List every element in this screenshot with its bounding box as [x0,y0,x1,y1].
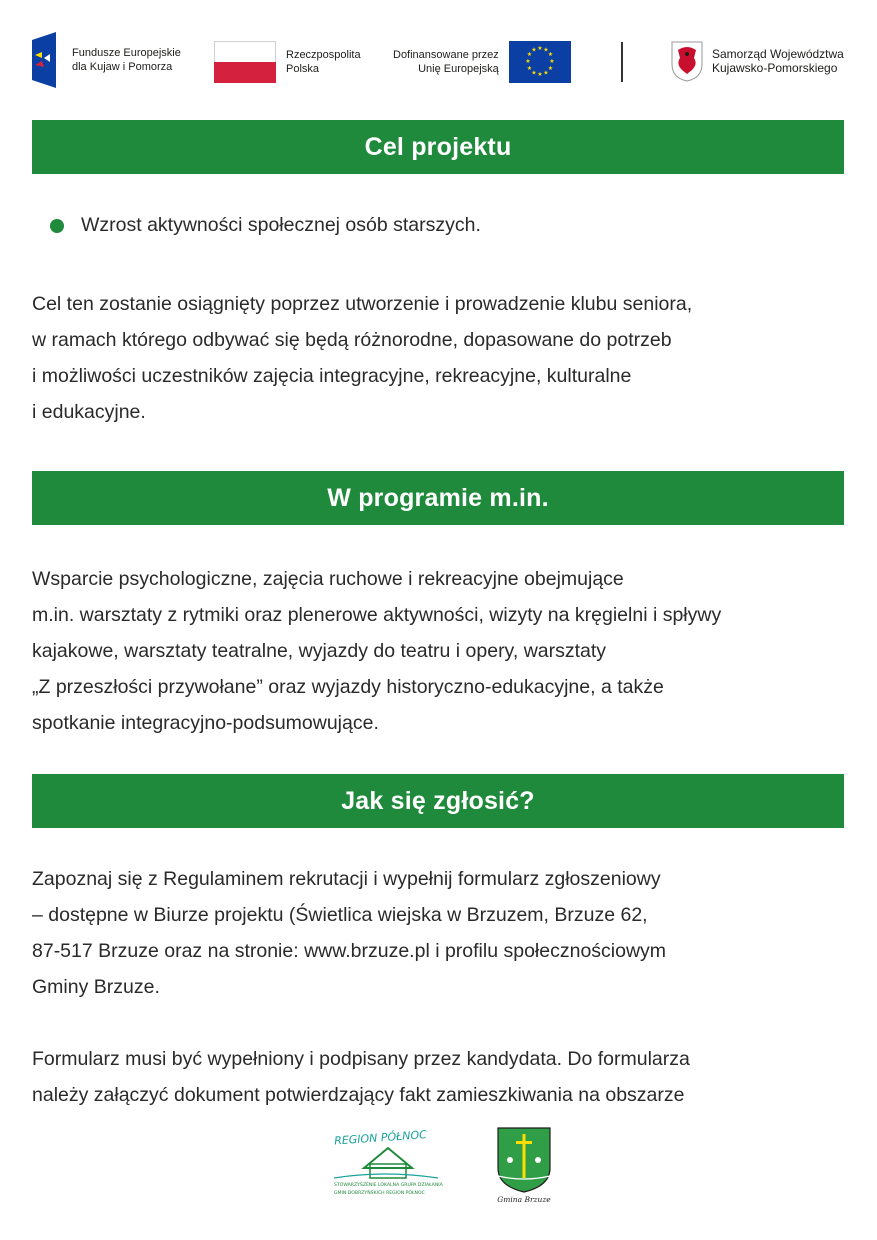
coat-of-arms-icon [670,40,704,82]
polish-flag-icon [214,41,276,83]
formularz-paragraph [32,1041,844,1113]
samorzad-logo-line1: Samorząd Województwa [712,47,844,61]
svg-text:★: ★ [549,58,555,65]
svg-text:★: ★ [525,58,531,65]
svg-text:★: ★ [537,71,543,78]
svg-text:★: ★ [526,51,532,58]
cel-line: w ramach którego odbywać się będą różnorodne, dopasowane do potrzeb [32,329,672,351]
zglos-line: Zapoznaj się z Regulaminem rekrutacji i wypełnij formularz zgłoszeniowy [32,868,661,890]
svg-text:★: ★ [531,69,537,77]
header-logo-bar [32,30,845,92]
region-polnoc-logo [334,1128,444,1196]
logo-divider [621,42,623,82]
samorzad-logo [670,40,844,82]
footer-logo-bar [330,1124,560,1204]
program-line: spotkanie integracyjno-podsumowujące. [32,712,379,734]
fe-logo-line2: dla Kujaw i Pomorza [72,61,173,73]
rp-logo [214,41,361,83]
zglos-line: Gminy Brzuze. [32,976,160,998]
svg-text:★: ★ [526,65,532,72]
bullet-dot-icon [50,219,64,233]
cel-paragraph [32,286,844,430]
formularz-line: należy załączyć dokument potwierdzający fakt zamieszkiwania na obszarze [32,1084,685,1106]
cel-line: i edukacyjne. [32,401,146,423]
gmina-logo-label: Gmina Brzuze [497,1195,551,1204]
program-line: „Z przeszłości przywołane” oraz wyjazdy historyczno-edukacyjne, a także [32,676,664,698]
svg-text:★: ★ [547,65,553,72]
svg-text:★: ★ [547,51,553,58]
svg-text:★: ★ [531,46,537,54]
section-title-zglos: Jak się zgłosić? [32,774,844,828]
section-title-program: W programie m.in. [32,471,844,525]
fe-logo-line1: Fundusze Europejskie [72,47,181,59]
program-paragraph [32,561,844,741]
fe-emblem-icon [32,32,62,88]
samorzad-logo-line2: Kujawsko-Pomorskiego [712,61,838,75]
program-line: Wsparcie psychologiczne, zajęcia ruchowe i rekreacyjne obejmujące [32,568,624,590]
program-line: m.in. warsztaty z rytmiki oraz plenerowe aktywności, wizyty na kręgielni i spływy [32,604,722,626]
cel-line: Cel ten zostanie osiągnięty poprzez utworzenie i prowadzenie klubu seniora, [32,293,693,315]
rp-logo-line1: Rzeczpospolita [286,49,361,61]
fe-logo [32,32,181,88]
formularz-line: Formularz musi być wypełniony i podpisany przez kandydata. Do formularza [32,1048,690,1070]
bullet-text: Wzrost aktywności społecznej osób starszych. [81,214,481,236]
cel-line: i możliwości uczestników zajęcia integracyjne, rekreacyjne, kulturalne [32,365,632,387]
ue-logo-line1: Dofinansowane przez [393,49,499,61]
eu-flag-icon [509,41,571,83]
bullet-item [50,214,481,237]
region-logo-line2: GMIN DOBRZYŃSKICH REGION PÓŁNOC [334,1191,425,1196]
footer-logos-svg [330,1124,560,1204]
svg-text:★: ★ [543,46,549,54]
region-logo-line1: STOWARZYSZENIE LOKALNA GRUPA DZIAŁANIA [334,1183,443,1188]
svg-text:★: ★ [537,45,543,52]
ue-logo [393,41,571,83]
zglos-line: – dostępne w Biurze projektu (Świetlica wiejska w Brzuzem, Brzuze 62, [32,904,648,926]
section-title-cel: Cel projektu [32,120,844,174]
svg-text:★: ★ [543,69,549,77]
program-line: kajakowe, warsztaty teatralne, wyjazdy do teatru i opery, warsztaty [32,640,607,662]
ue-logo-line2: Unię Europejską [418,63,499,75]
zglos-line: 87-517 Brzuze oraz na stronie: www.brzuze.pl i profilu społecznościowym [32,940,667,962]
rp-logo-line2: Polska [286,63,320,75]
gmina-brzuze-logo [497,1128,551,1204]
zglos-paragraph [32,861,844,1005]
region-logo-title: REGION PÓŁNOC [333,1128,428,1148]
